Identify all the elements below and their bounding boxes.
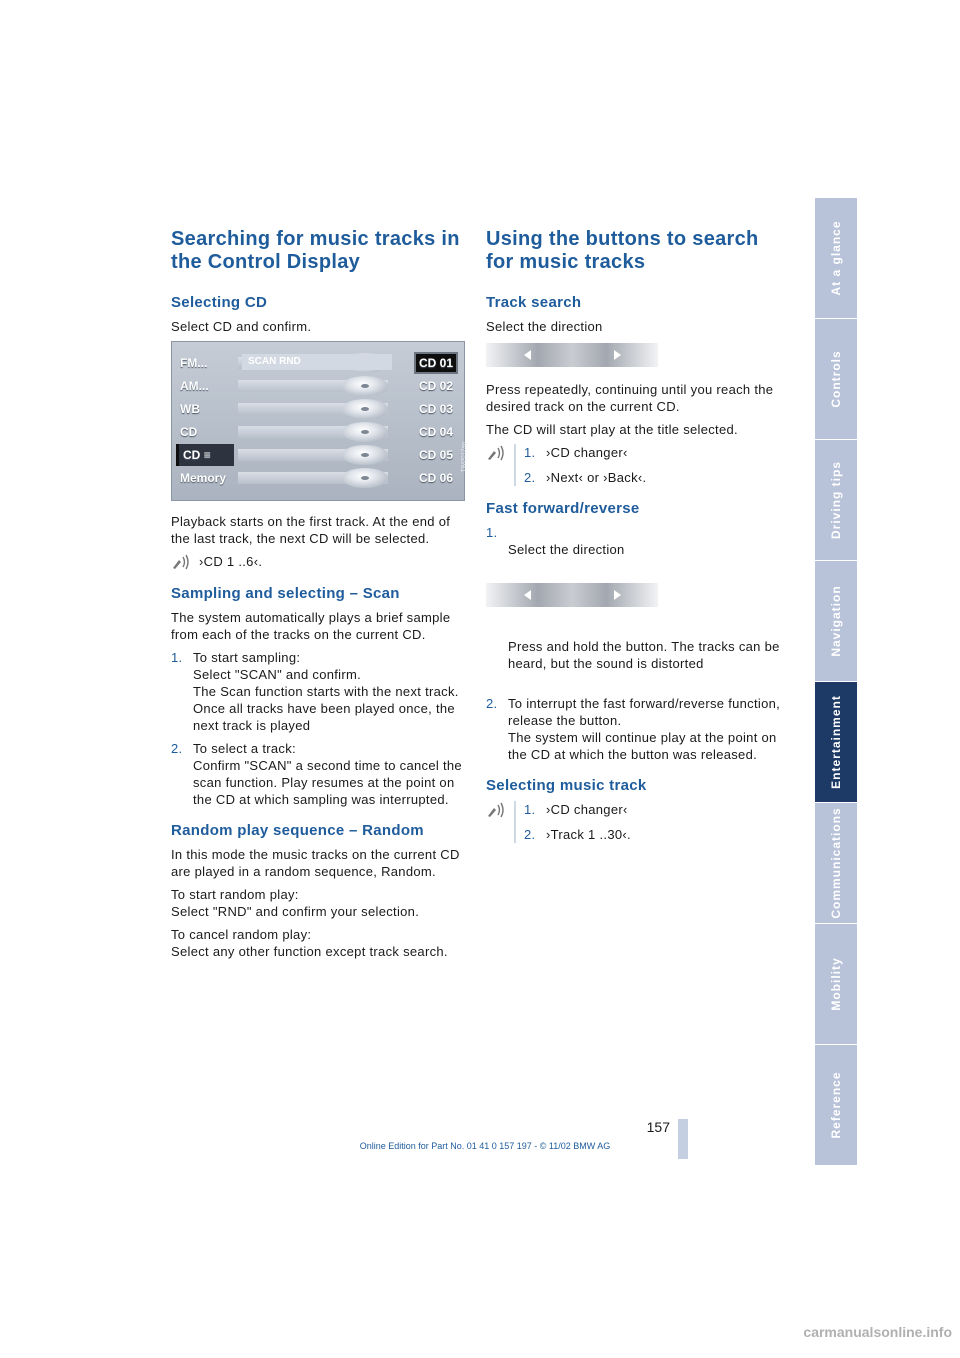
disc-icon [342, 468, 388, 488]
tab-entertainment[interactable] [815, 682, 857, 802]
list-icon: ≡ [203, 448, 211, 462]
tab-at-a-glance[interactable] [815, 198, 857, 318]
image-code: TIM2012ao [461, 442, 467, 473]
voice-command-icon [486, 802, 508, 819]
selecting-cd-body: Playback starts on the first track. At the end of the last track, the next CD will be selected. [171, 514, 451, 546]
list-text: To interrupt the fast forward/reverse function, release the button. The system will continue play at the point on the CD at which the button was released. [508, 696, 781, 762]
voice-command-block [171, 553, 465, 571]
disc-icon [342, 399, 388, 419]
direction-buttons-image [486, 583, 658, 607]
voice-bar [514, 801, 516, 843]
voice-command-block [486, 801, 782, 843]
tab-driving-tips[interactable] [815, 440, 857, 560]
heading-selecting-track: Selecting music track [486, 777, 647, 794]
cd-label: CD 05 [418, 448, 453, 462]
voice-lines [524, 801, 782, 843]
voice-text: ›Track 1 ..30‹. [546, 827, 631, 842]
list-number: 2. [171, 741, 183, 756]
list-item [486, 524, 782, 689]
display-menu-item: FM... [180, 356, 208, 370]
display-menu-item: WB [180, 402, 200, 416]
voice-text: ›CD changer‹ [546, 802, 628, 817]
voice-line [524, 444, 782, 461]
tab-label: Entertainment [829, 695, 843, 789]
watermark: carmanualsonline.info [803, 1324, 952, 1340]
tab-communications[interactable] [815, 803, 857, 923]
cd-label: CD 03 [418, 402, 453, 416]
display-menu [176, 352, 234, 490]
heading-track-search: Track search [486, 294, 582, 311]
list-number: 2. [486, 696, 498, 711]
chapter-tabs [815, 198, 857, 1166]
display-menu-item-selected [176, 444, 234, 466]
heading-random: Random play sequence – Random [171, 822, 424, 839]
cd-label: CD 06 [418, 471, 453, 485]
list-text: To start sampling: Select "SCAN" and confirm. The Scan function starts with the next track. Once all tracks have been played once, the next track is played [193, 650, 459, 733]
list-number: 1. [486, 525, 498, 540]
display-menu-item-label: CD [183, 448, 201, 462]
direction-buttons-image [486, 343, 658, 367]
cd-row [238, 467, 460, 489]
arrow-left-icon [524, 350, 531, 360]
tab-label: Controls [829, 350, 843, 408]
display-menu-item: AM... [180, 379, 209, 393]
voice-line [524, 826, 782, 843]
voice-lines [524, 444, 782, 486]
voice-text: ›Next‹ or ›Back‹. [546, 470, 647, 485]
voice-command-icon [171, 554, 193, 571]
left-column [171, 228, 465, 966]
voice-line [199, 553, 465, 570]
tab-label: Reference [829, 1071, 843, 1139]
arrow-left-icon [524, 590, 531, 600]
list-content [508, 524, 782, 689]
disc-icon [342, 376, 388, 396]
random-p2: To start random play: Select "RND" and confirm your selection. [171, 887, 420, 919]
control-display-screenshot [171, 341, 465, 501]
display-menu-item: CD [180, 425, 198, 439]
heading-fast-forward: Fast forward/reverse [486, 500, 640, 517]
selecting-cd-intro: Select CD and confirm. [171, 319, 312, 334]
scan-rnd-label: SCAN RND [242, 354, 392, 370]
heading-scan: Sampling and selecting – Scan [171, 585, 400, 602]
tab-label: Communications [829, 807, 843, 919]
voice-number: 2. [524, 827, 536, 842]
cd-label: CD 02 [418, 379, 453, 393]
cd-row [238, 375, 460, 397]
list-number: 1. [171, 650, 183, 665]
tab-mobility[interactable] [815, 924, 857, 1044]
random-p1: In this mode the music tracks on the current CD are played in a random sequence, Random. [171, 847, 460, 879]
list-text: Press and hold the button. The tracks can be heard, but the sound is distorted [508, 639, 780, 671]
tab-label: Mobility [829, 957, 843, 1011]
voice-text: ›CD 1 ..6‹. [199, 554, 263, 569]
tab-label: At a glance [829, 220, 843, 296]
disc-icon [342, 422, 388, 442]
track-search-p2: The CD will start play at the title selected. [486, 422, 738, 437]
footer-edition [0, 1141, 960, 1151]
scan-intro: The system automatically plays a brief sample from each of the tracks on the current CD. [171, 610, 451, 642]
voice-bar [514, 444, 516, 486]
list-text: Select the direction [508, 542, 625, 557]
list-item [486, 695, 782, 763]
voice-number: 2. [524, 470, 536, 485]
right-column [486, 228, 782, 853]
display-menu-item: Memory [180, 471, 227, 485]
voice-line [524, 469, 782, 486]
voice-number: 1. [524, 802, 536, 817]
heading-selecting-cd: Selecting CD [171, 294, 268, 311]
list-item [171, 649, 465, 734]
cd-row [238, 444, 460, 466]
arrow-right-icon [614, 590, 621, 600]
cd-label: CD 04 [418, 425, 453, 439]
list-item [171, 740, 465, 808]
tab-label: Navigation [829, 585, 843, 657]
tab-controls[interactable] [815, 319, 857, 439]
track-search-intro: Select the direction [486, 319, 603, 334]
tab-label: Driving tips [829, 460, 843, 540]
track-search-p1: Press repeatedly, continuing until you reach the desired track on the current CD. [486, 382, 774, 414]
cd-row [238, 398, 460, 420]
cd-row [238, 421, 460, 443]
section-title-buttons: Using the buttons to search for music tracks [486, 228, 759, 273]
voice-lines [199, 553, 465, 570]
random-p3: To cancel random play: Select any other function except track search. [171, 927, 448, 959]
voice-command-block [486, 444, 782, 486]
voice-number: 1. [524, 445, 536, 460]
list-text: To select a track: Confirm "SCAN" a second time to cancel the scan function. Play resumes at the point on the CD at which sampling was interrupted. [193, 741, 462, 807]
display-cd-rows [238, 352, 460, 490]
page-number: 157 [646, 1119, 670, 1135]
arrow-right-icon [614, 350, 621, 360]
voice-text: ›CD changer‹ [546, 445, 628, 460]
voice-command-icon [486, 445, 508, 462]
voice-line [524, 801, 782, 818]
section-title-control-display: Searching for music tracks in the Control Display [171, 228, 460, 273]
disc-icon [342, 445, 388, 465]
page-number-bar [678, 1119, 688, 1159]
tab-navigation[interactable] [815, 561, 857, 681]
cd-label-active: CD 01 [414, 352, 458, 374]
footer-text: Online Edition for Part No. 01 41 0 157 197 - © 11/02 BMW AG [359, 1141, 611, 1151]
